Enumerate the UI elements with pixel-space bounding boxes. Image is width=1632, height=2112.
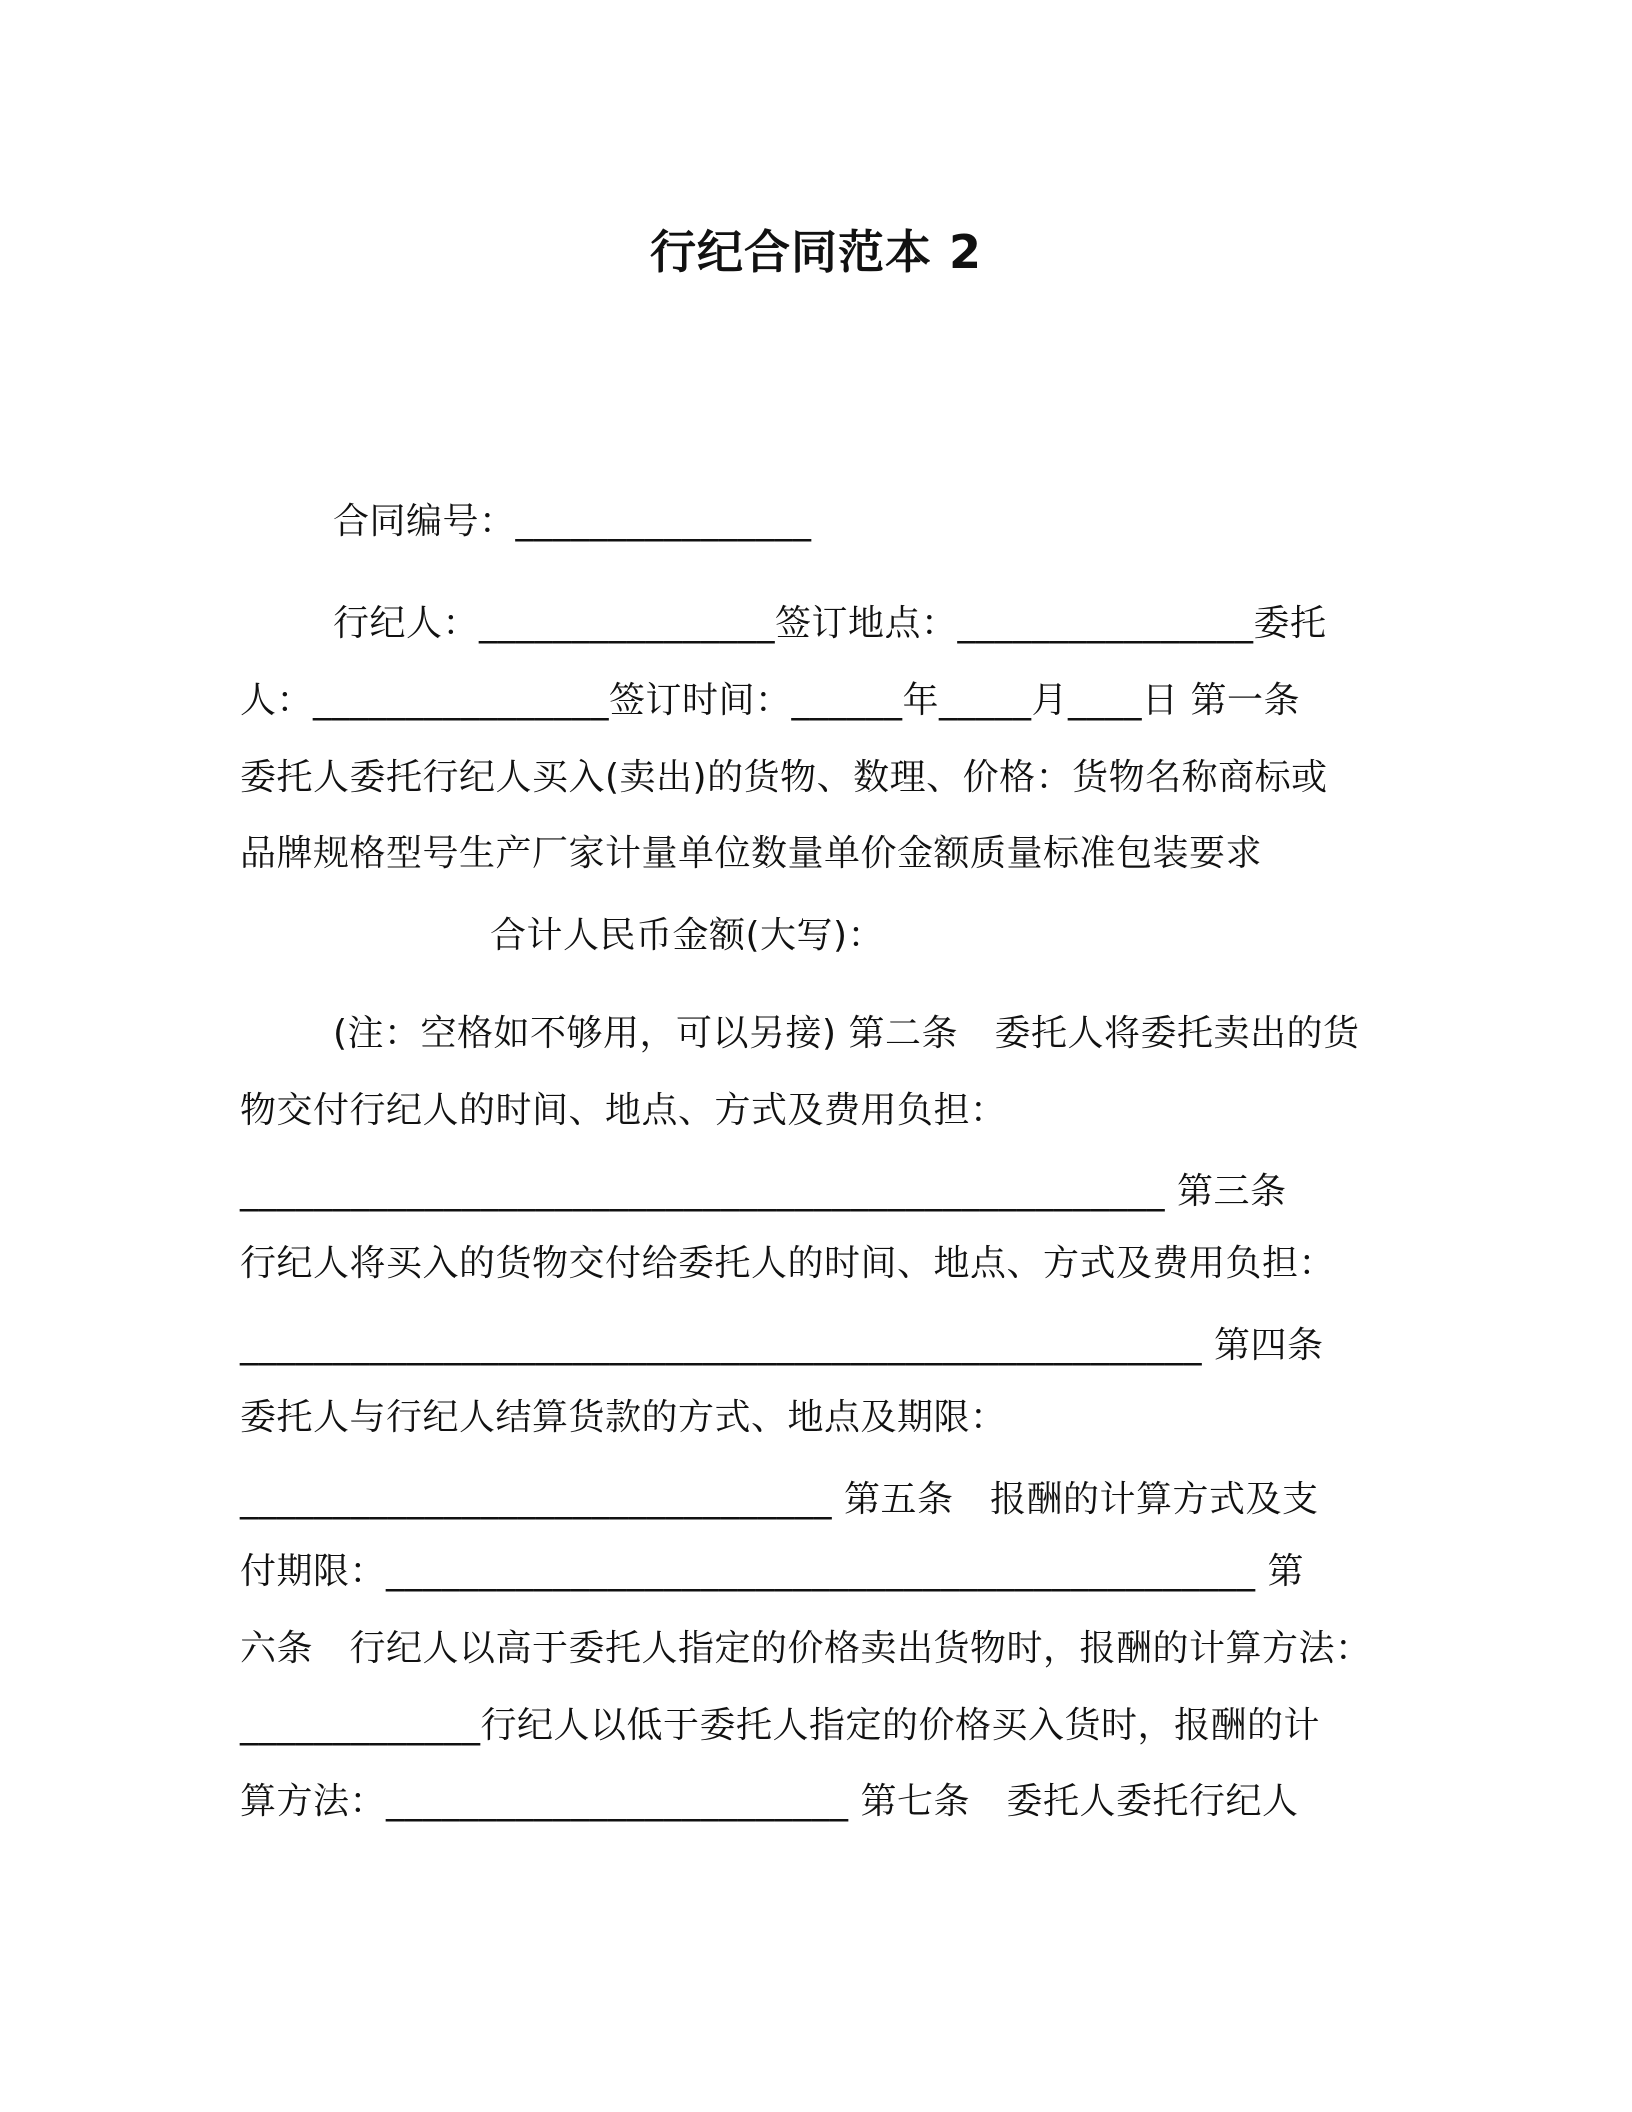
paragraph-line: __________________________________________________ 第三条 <box>240 1171 1287 1212</box>
paragraph-line: ________________________________ 第五条 报酬的计算方式及支 <box>240 1479 1319 1520</box>
document-title: 行纪合同范本 2 <box>649 225 983 279</box>
paragraph-line: 物交付行纪人的时间、地点、方式及费用负担： <box>240 1090 1007 1131</box>
contract-number-line: 合同编号：________________ <box>333 501 812 542</box>
paragraph-line: 品牌规格型号生产厂家计量单位数量单价金额质量标准包装要求 <box>240 833 1263 874</box>
paragraph-line: ____________________________________________________ 第四条 <box>240 1325 1324 1366</box>
paragraph-line: _____________行纪人以低于委托人指定的价格买入货时，报酬的计 <box>240 1705 1321 1746</box>
paragraph-line: 行纪人将买入的货物交付给委托人的时间、地点、方式及费用负担： <box>240 1243 1336 1284</box>
paragraph-line: 六条 行纪人以高于委托人指定的价格卖出货物时，报酬的计算方法： <box>240 1628 1372 1669</box>
paragraph-line: 委托人委托行纪人买入(卖出)的货物、数理、价格：货物名称商标或 <box>240 757 1328 798</box>
paragraph-line: (注：空格如不够用，可以另接) 第二条 委托人将委托卖出的货 <box>333 1013 1360 1054</box>
paragraph-line: 行纪人：________________签订地点：________________委托 <box>333 603 1327 644</box>
paragraph-line: 人：________________签订时间：______年_____月____日 第一条 <box>240 680 1300 721</box>
paragraph-line: 付期限：_______________________________________________ 第 <box>240 1551 1304 1592</box>
paragraph-line: 算方法：_________________________ 第七条 委托人委托行纪人 <box>240 1781 1299 1822</box>
total-amount-line: 合计人民币金额(大写)： <box>490 915 885 956</box>
paragraph-line: 委托人与行纪人结算货款的方式、地点及期限： <box>240 1397 1007 1438</box>
